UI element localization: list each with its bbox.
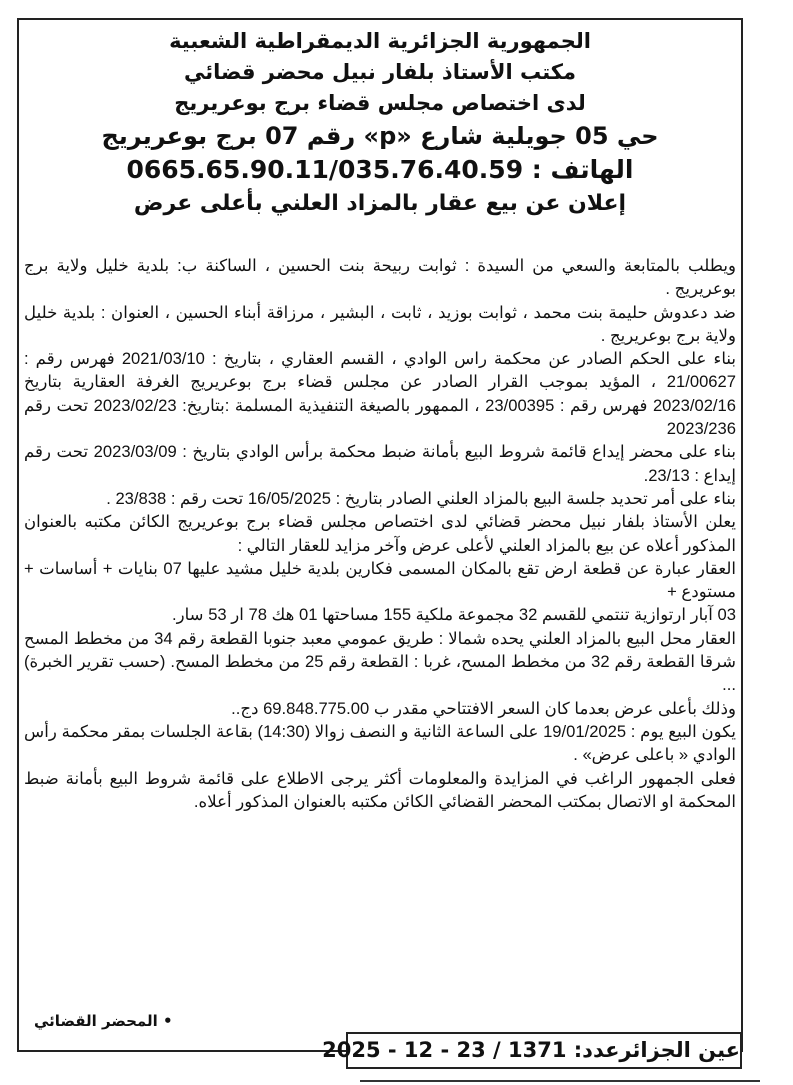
header-phone: الهاتف : 0665.65.90.11/035.76.40.59 — [126, 155, 634, 184]
bottom-divider — [360, 1080, 760, 1082]
paragraph-announcement: يعلن الأستاذ بلفار نبيل محضر قضائي لدى اختصاص مجلس قضاء برج بوعريريج الكائن مكتبه بالعنوان المذكور أعلاه عن بيع بالمزاد العلني لأعلى عرض وآخر مزايد للعقار التالي : — [24, 512, 736, 555]
header-office: مكتب الأستاذ بلفار نبيل محضر قضائي — [184, 60, 576, 84]
paragraph-boundaries: العقار محل البيع بالمزاد العلني يحده شمالا : طريق عمومي معبد جنوبا القطعة رقم 34 من مخطط المسح شرقا القطعة رقم 32 من مخطط المسح، غربا : القطعة رقم 25 من مخطط المسح. (حسب تقرير الخبرة) ... — [24, 628, 736, 695]
paragraph-judgment: بناء على الحكم الصادر عن محكمة راس الوادي ، القسم العقاري ، بتاريخ : 2021/03/10 فهرس رقم : 21/00627 ، المؤيد بموجب القرار الصادر عن مجلس قضاء برج بوعريريج الغرفة العقارية بتاريخ 2023/02/16 فهرس رقم : 23/00395 ، الممهور بالصيغة التنفيذية المسلمة :بتاريخ: 2023/02/23 تحت رقم 2023/236 — [24, 349, 736, 439]
paragraph-property: العقار عبارة عن قطعة ارض تقع بالمكان المسمى فكارين بلدية خليل مشيد عليها 07 بنايات + أساسات + مستودع + — [24, 558, 737, 602]
paragraph-session-order: بناء على أمر تحديد جلسة البيع بالمزاد العلني الصادر بتاريخ : 16/05/2025 تحت رقم : 23/838 . — [106, 488, 736, 508]
paragraph-defendants: ضد دعدوش حليمة بنت محمد ، ثوابت بوزيد ، ثابت ، البشير ، مرزاقة أبناء الحسين ، العنوان : بلدية خليل ولاية برج بوعريريج . — [24, 302, 736, 345]
header-jurisdiction: لدى اختصاص مجلس قضاء برج بوعريريج — [174, 91, 586, 115]
paragraph-sale-date: يكون البيع يوم : 19/01/2025 على الساعة الثانية و النصف زوالا (14:30) بقاعة الجلسات بمقر محكمة رأس الوادي « باعلى عرض» . — [24, 721, 736, 765]
notice-body — [24, 254, 736, 813]
paragraph-contact: فعلى الجمهور الراغب في المزايدة والمعلومات أكثر يرجى الاطلاع على قائمة شروط البيع بأمانة ضبط المحكمة او الاتصال بمكتب المحضر القضائي الكائن مكتبه بالعنوان المذكور أعلاه. — [24, 768, 736, 811]
signature: • المحضر القضائي — [34, 1012, 173, 1030]
paragraph-price: وذلك بأعلى عرض بعدما كان السعر الافتتاحي مقدر ب 69.848.775.00 دج.. — [231, 698, 736, 718]
paragraph-deposit: بناء على محضر إيداع قائمة شروط البيع بأمانة ضبط محكمة برأس الوادي بتاريخ : 2023/03/09 تحت رقم إيداع : 23/13. — [24, 442, 736, 485]
paragraph-wells: 03 آبار ارتوازية تنتمي للقسم 32 مجموعة ملكية 155 مساحتها 01 هك 78 ار 53 سار. — [172, 605, 736, 625]
header-address: حي 05 جويلية شارع «p» رقم 07 برج بوعريريج — [101, 122, 659, 150]
notice-header — [19, 26, 741, 220]
header-republic: الجمهورية الجزائرية الديمقراطية الشعبية — [169, 29, 591, 53]
publication-footer: عين الجزائرعدد: 1371 / 23 - 12 - 2025 — [346, 1032, 742, 1069]
paragraph-plaintiff: ويطلب بالمتابعة والسعي من السيدة : ثوابت ربيحة بنت الحسين ، الساكنة ب: بلدية خليل ولاية برج بوعريريج . — [24, 256, 736, 299]
notice-title: إعلان عن بيع عقار بالمزاد العلني بأعلى عرض — [133, 191, 627, 216]
